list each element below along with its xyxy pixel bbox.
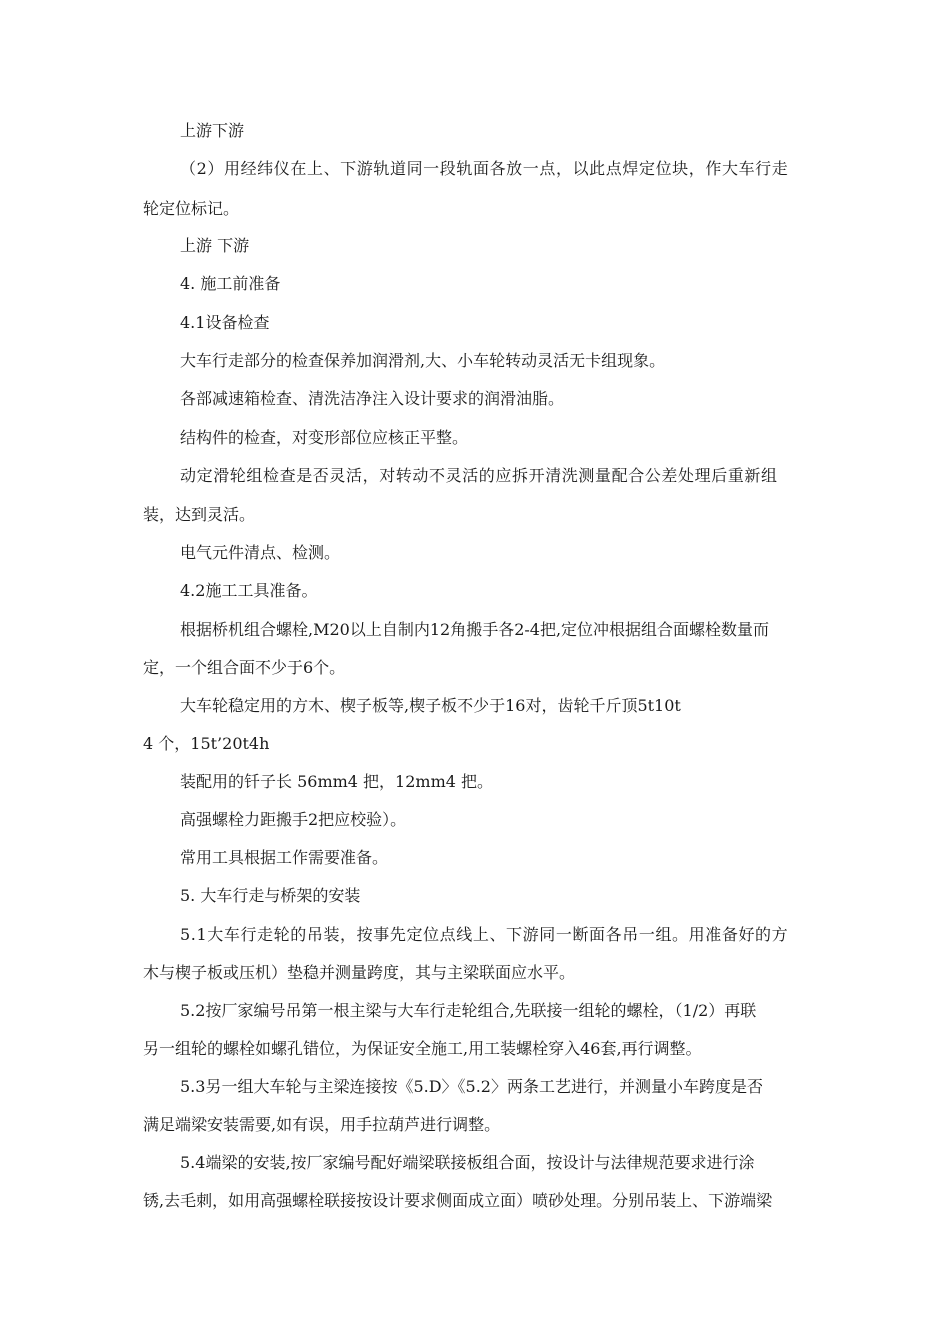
section-heading: 5. 大车行走与桥架的安装 [180,886,361,905]
text-line: 轮定位标记。 [143,199,240,218]
text-line: 常用工具根据工作需要准备。 [180,848,389,867]
text-line: 装配用的钎子长 56mm4 把，12mm4 把。 [180,772,494,791]
text-line: 装，达到灵活。 [143,505,256,524]
text-line: 锈,去毛刺，如用高强螺栓联接按设计要求侧面成立面）喷砂处理。分别吊装上、下游端梁 [143,1191,773,1210]
text-line: 木与楔子板或压机）垫稳并测量跨度，其与主梁联面应水平。 [143,963,576,982]
text-line: 上游下游 [180,121,245,140]
text-line: 动定滑轮组检查是否灵活，对转动不灵活的应拆开清洗测量配合公差处理后重新组 [180,466,778,485]
section-heading: 4. 施工前准备 [180,274,281,293]
text-line: 高强螺栓力距搬手2把应校验）。 [180,810,407,829]
subsection-heading: 4.2施工工具准备。 [180,581,318,600]
text-line: 4 个，15t’20t4h [143,734,270,753]
text-line: 大车行走部分的检查保养加润滑剂,大、小车轮转动灵活无卡组现象。 [180,351,666,370]
text-line: 结构件的检查，对变形部位应核正平整。 [180,428,469,447]
text-line: 大车轮稳定用的方木、楔子板等,楔子板不少于16对，齿轮千斤顶5t10t [180,696,681,715]
text-line: （2）用经纬仪在上、下游轨道同一段轨面各放一点，以此点焊定位块，作大车行走 [180,159,789,178]
text-line: 5.2按厂家编号吊第一根主梁与大车行走轮组合,先联接一组轮的螺栓，（1/2）再联 [180,1001,757,1020]
text-line: 5.3另一组大车轮与主梁连接按《5.D〉《5.2〉两条工艺进行，并测量小车跨度是否 [180,1077,763,1096]
text-line: 另一组轮的螺栓如螺孔错位，为保证安全施工,用工装螺栓穿入46套,再行调整。 [143,1039,702,1058]
text-line: 定，一个组合面不少于6个。 [143,658,346,677]
subsection-heading: 4.1设备检查 [180,313,270,332]
text-line: 5.1大车行走轮的吊装，按事先定位点线上、下游同一断面各吊一组。用准备好的方 [180,925,789,944]
text-line: 上游 下游 [180,236,250,255]
text-line: 满足端梁安装需要,如有误，用手拉葫芦进行调整。 [143,1115,501,1134]
text-line: 根据桥机组合螺栓,M20以上自制内12角搬手各2-4把,定位冲根据组合面螺栓数量而 [180,620,770,639]
text-line: 各部减速箱检查、清洗洁净注入设计要求的润滑油脂。 [180,389,565,408]
text-line: 5.4端梁的安装,按厂家编号配好端梁联接板组合面，按设计与法律规范要求进行涂 [180,1153,755,1172]
text-line: 电气元件清点、检测。 [180,543,341,562]
